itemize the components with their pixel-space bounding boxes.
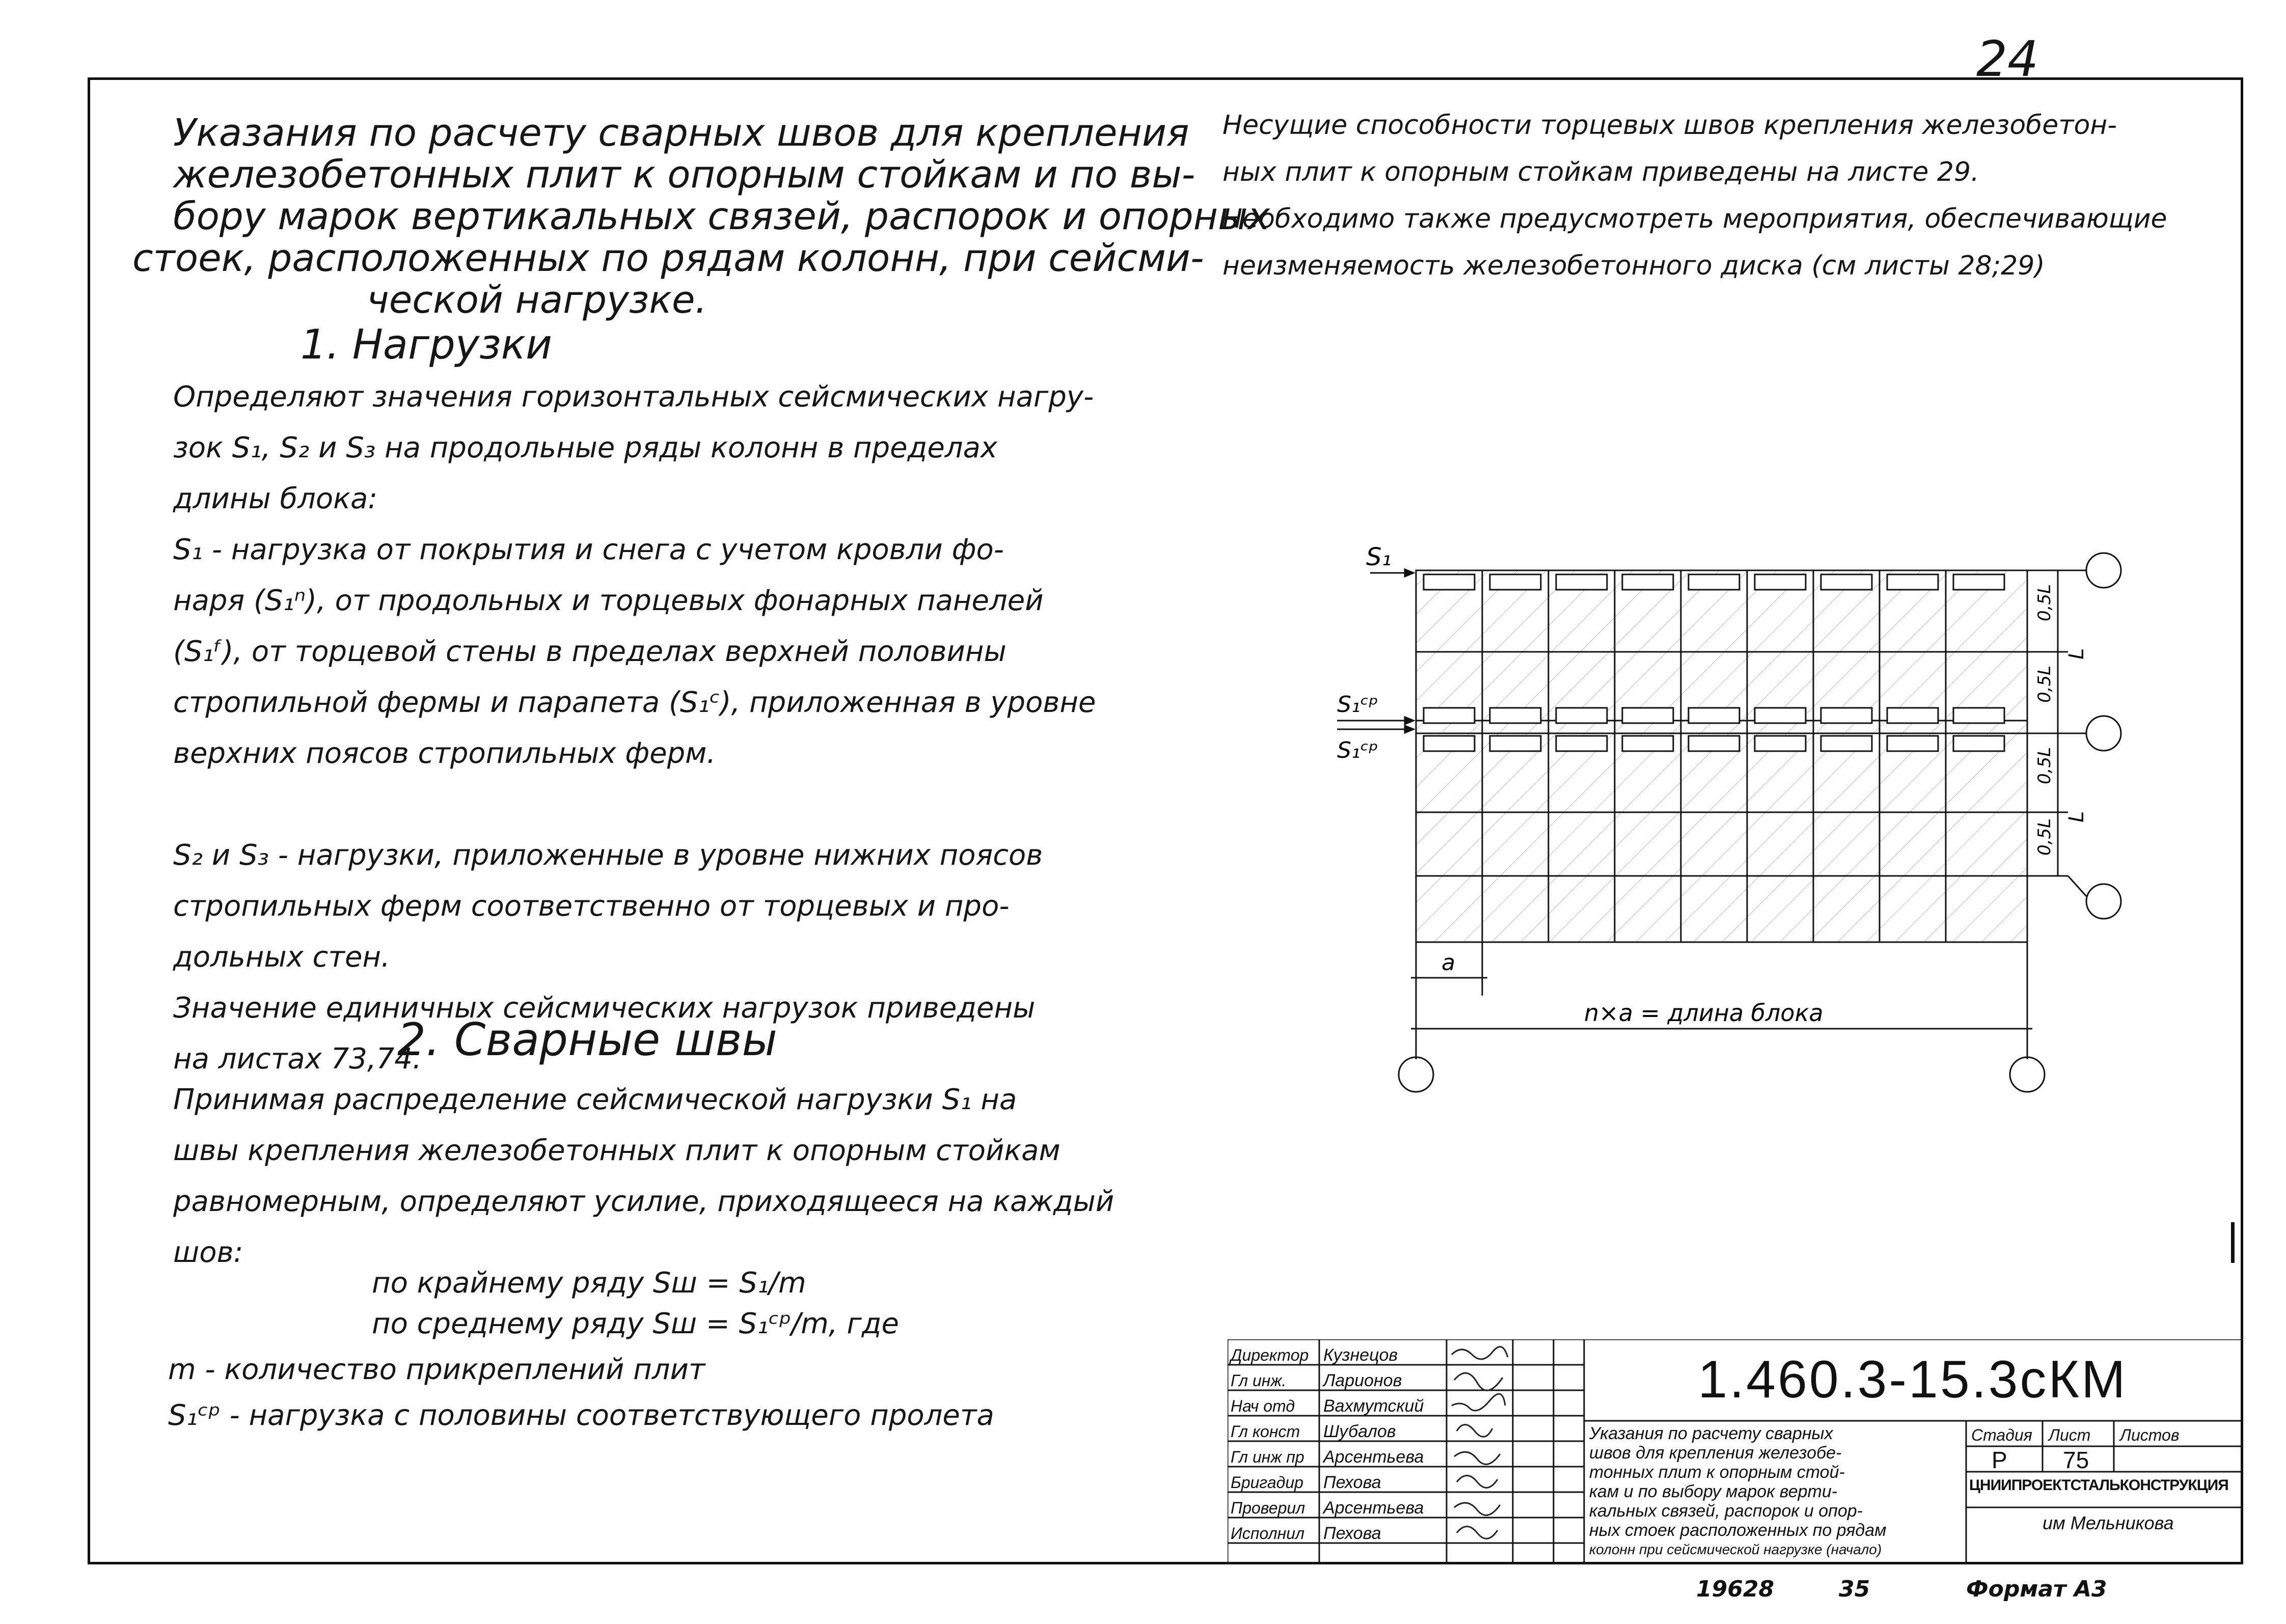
stamp-role: Директор [1231,1346,1309,1364]
definition-s1cp: S₁ᶜᵖ - нагрузка с половины соответствующего пролета [168,1399,994,1432]
text-line: S₁ - нагрузка от покрытия и снега с учетом кровли фо- [173,533,1004,566]
label-s1: S₁ [1366,543,1392,571]
stamp-role: Гл конст [1231,1422,1300,1441]
text-line: Значение единичных сейсмических нагрузок приведены [173,992,1036,1025]
document-code: 1.460.3-15.3сКМ [1698,1350,2128,1409]
sheets-label: Листов [2120,1426,2180,1444]
text-line: неизменяемость железобетонного диска (см листы 28;29) [1222,251,2045,281]
stamp-names [1323,1342,1424,1546]
label-span-L: L [2065,811,2088,822]
stamp-name: Арсентьева [1323,1447,1424,1467]
stamp-role: Гл инж. [1231,1371,1287,1390]
label-span-L: L [2065,648,2088,659]
title-line: стоек, расположенных по рядам колонн, при сейсми- [132,236,1204,280]
stamp-name: Вахмутский [1323,1396,1424,1416]
label-half-span: 0,5L [2034,747,2055,784]
sheet-description [1589,1424,1886,1559]
stamp-name: Ларионов [1323,1371,1402,1390]
text-line: стропильной фермы и парапета (S₁ᶜ), приложенная в уровне [173,686,1096,719]
stamp-roles [1231,1342,1309,1546]
text-line [173,779,1096,830]
section-2-heading: 2. Сварные швы [397,1013,778,1066]
margin-mark [2231,1222,2235,1263]
label-s1cp-top: S₁ᶜᵖ [1337,692,1378,718]
text-line: кальных связей, распорок и опор- [1589,1501,1863,1521]
title-line: железобетонных плит к опорным стойкам и по вы- [173,153,1195,197]
label-half-span: 0,5L [2034,584,2055,621]
stamp-role: Гл инж пр [1231,1448,1304,1466]
stamp-name: Кузнецов [1323,1345,1398,1365]
sheet-label: Лист [2049,1426,2091,1444]
page-number: 24 [1976,31,2039,88]
signatures [1447,1339,1513,1563]
section-1-heading: 1. Нагрузки [301,321,552,368]
text-line: стропильных ферм соответственно от торцевых и про- [173,890,1010,923]
stage-value: Р [1992,1447,2007,1473]
text-line: Определяют значения горизонтальных сейсмических нагру- [173,380,1094,414]
text-line: наря (S₁ⁿ), от продольных и торцевых фонарных панелей [173,584,1044,617]
section-2-body [173,1075,1114,1278]
text-line: кам и по выбору марок верти- [1589,1482,1838,1501]
sheet-value: 75 [2063,1447,2089,1473]
label-half-span: 0,5L [2034,818,2055,856]
document-title [132,111,1270,322]
formula-middle-row: по среднему ряду Sш = S₁ᶜᵖ/m, где [372,1307,899,1340]
text-line: швов для крепления железобе- [1589,1443,1842,1463]
organization-subtitle: им Мельникова [2043,1512,2174,1533]
title-block [1228,1339,2243,1563]
archive-number: 19628 [1696,1576,1775,1602]
text-line: длины блока: [173,482,378,515]
definition-m: m - количество прикреплений плит [168,1353,705,1386]
label-block-length: n×a = длина блока [1584,999,1824,1027]
text-line: колонн при сейсмической нагрузке (начало) [1589,1542,1882,1557]
title-line: Указания по расчету сварных швов для крепления [173,111,1189,155]
stamp-role: Проверил [1231,1499,1305,1517]
stamp-role: Бригадир [1231,1473,1303,1492]
stamp-role: Исполнил [1231,1524,1305,1543]
stamp-name: Пехова [1323,1473,1381,1492]
title-line: бору марок вертикальных связей, распорок и опорных [173,195,1270,238]
label-a: a [1441,950,1455,976]
title-line: ческой нагрузке. [367,278,707,322]
text-line: Принимая распределение сейсмической нагрузки S₁ на [173,1083,1017,1116]
stamp-role: Нач отд [1231,1397,1295,1415]
text-line: ных стоек расположенных по рядам [1589,1521,1887,1540]
slab-layout-diagram [1309,519,2251,1110]
text-line: шов: [173,1236,243,1269]
text-line: равномерным, определяют усилие, приходящееся на каждый [173,1185,1114,1218]
label-s1cp-bottom: S₁ᶜᵖ [1337,737,1378,763]
archive-page: 35 [1839,1576,1870,1602]
text-line: тонных плит к опорным стой- [1589,1463,1845,1482]
formula-edge-row: по крайнему ряду Sш = S₁/m [372,1267,806,1300]
stamp-name: Пехова [1323,1524,1381,1543]
text-line: ных плит к опорным стойкам приведены на листе 29. [1222,157,1979,187]
text-line: на листах 73,74. [173,1042,422,1076]
text-line: верхних поясов стропильных ферм. [173,737,716,770]
organization-name: ЦНИИПРОЕКТСТАЛЬКОНСТРУКЦИЯ [1969,1477,2228,1494]
text-line: дольных стен. [173,941,390,974]
stamp-name: Арсентьева [1323,1498,1424,1518]
section-1-body [173,372,1096,1085]
text-line: зок S₁, S₂ и S₃ на продольные ряды колонн в пределах [173,431,998,464]
stage-label: Стадия [1971,1426,2032,1444]
text-line: Несущие способности торцевых швов крепления железобетон- [1222,110,2117,141]
label-half-span: 0,5L [2034,665,2055,703]
text-line: Необходимо также предусмотреть мероприятия, обеспечивающие [1222,204,2167,234]
text-line: Указания по расчету сварных [1589,1424,1833,1443]
paper-format: Формат А3 [1966,1576,2107,1602]
right-notes [1222,102,2167,289]
text-line: S₂ и S₃ - нагрузки, приложенные в уровне нижних поясов [173,839,1043,872]
stamp-name: Шубалов [1323,1422,1396,1441]
text-line: швы крепления железобетонных плит к опорным стойкам [173,1134,1060,1167]
text-line: (S₁ᶠ), от торцевой стены в пределах верхней половины [173,635,1006,668]
